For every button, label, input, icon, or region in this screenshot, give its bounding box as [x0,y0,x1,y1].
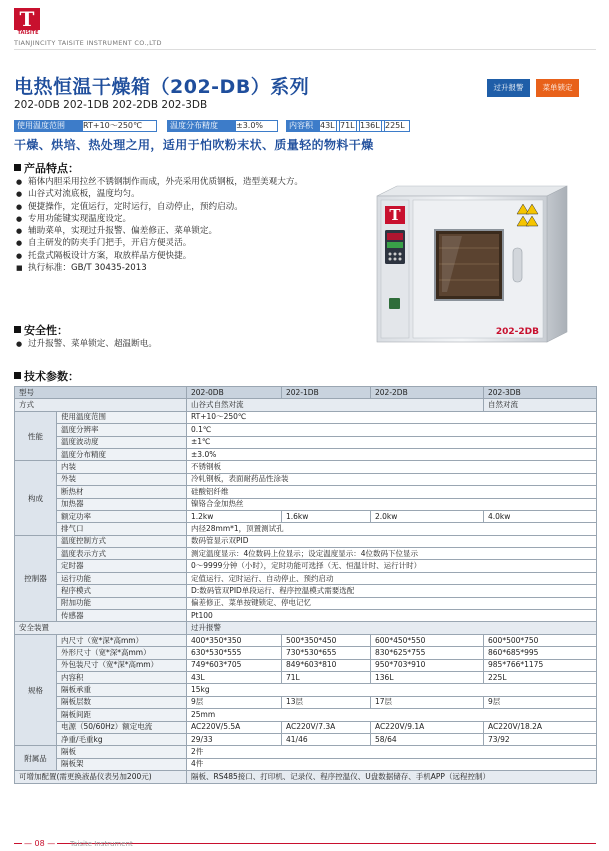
row-label: 内尺寸（宽*深*高mm） [57,634,187,646]
group-label: 控制器 [15,535,57,622]
row-label: 隔板承重 [57,684,187,696]
page-number: — 08 — [24,839,56,848]
cell: 1.2kw [187,510,282,522]
header-cell: 202-1DB [282,387,371,399]
row-value: 镍铬合金加热丝 [187,498,597,510]
table-row-mode [15,399,597,411]
row-value: ±1℃ [187,436,597,448]
row-label: 隔板架 [57,758,187,770]
cell: 9层 [484,696,597,708]
table-row [15,709,597,721]
company-logo: T [14,8,40,30]
table-row [15,523,597,535]
cell: 600*450*550 [371,634,484,646]
feature-item: ● 箱体内胆采用拉丝不锈钢制作而成，外壳采用优质钢板，造型美观大方。 [16,176,341,188]
spec-volume-136: 136L [356,120,385,132]
table-row [15,411,597,423]
safety-heading: 安全性： [14,322,68,338]
feature-item: ● 专用功能键实现温度设定。 [16,213,341,225]
header-cell: 型号 [15,387,187,399]
row-value: RT+10～250℃ [187,411,597,423]
features-list [16,176,341,274]
row-value: 数码管显示双PID [187,535,597,547]
cell: 9层 [187,696,282,708]
row-label: 净重/毛重kg [57,733,187,745]
cell: 600*500*750 [484,634,597,646]
row-value: 定值运行、定时运行、自动停止、预约启动 [187,572,597,584]
row-label: 运行功能 [57,572,187,584]
row-label: 内容积 [57,671,187,683]
row-label: 温度控制方式 [57,535,187,547]
table-row [15,758,597,770]
safety-list [16,338,341,350]
badge-overheat-alarm: 过升报警 [487,79,530,97]
table-row [15,498,597,510]
cell: 860*685*995 [484,647,597,659]
cell: AC220V/18.2A [484,721,597,733]
oven-product-image [367,182,573,350]
row-value: 冷轧钢板，表面耐药品性涂装 [187,473,597,485]
logo-subtext: TAISITE [17,30,39,36]
row-label: 外装 [57,473,187,485]
row-value: 测定温度显示：4位数码上位显示；设定温度显示：4位数码下位显示 [187,548,597,560]
header-cell: 202-2DB [371,387,484,399]
row-label: 加热器 [57,498,187,510]
feature-item: ● 辅助菜单，实现过升报警、偏差修正、菜单锁定。 [16,225,341,237]
row-value: 隔板、RS485接口、打印机、记录仪、程序控温仪、U盘数据储存、手机APP（远程控制） [187,771,597,783]
cell: 400*350*350 [187,634,282,646]
table-row [15,473,597,485]
feature-item: ● 山谷式对流底板，温度均匀。 [16,188,341,200]
group-label: 规格 [15,634,57,746]
table-row [15,659,597,671]
table-row [15,684,597,696]
row-value: 自然对流 [484,399,597,411]
table-row [15,696,597,708]
table-row [15,560,597,572]
row-value: 15kg [187,684,597,696]
spec-volume-43: 43L [316,120,340,132]
model-list: 202-0DB 202-1DB 202-2DB 202-3DB [14,99,208,111]
cell: 71L [282,671,371,683]
spec-uniformity-value: ±3.0% [232,120,278,132]
table-row [15,424,597,436]
cell: 43L [187,671,282,683]
row-value: Pt100 [187,610,597,622]
row-label: 可增加配置(需更换液晶仪表另加200元) [15,771,187,783]
header-cell: 202-0DB [187,387,282,399]
table-row [15,448,597,460]
row-label: 温度表示方式 [57,548,187,560]
feature-item: ● 托盘式隔板设计方案，取放样品方便快捷。 [16,250,341,262]
product-model-label: 202-2DB [495,327,539,337]
cell: 58/64 [371,733,484,745]
table-row [15,721,597,733]
header-cell: 202-3DB [484,387,597,399]
spec-table [14,386,597,784]
row-value: 4件 [187,758,597,770]
row-label: 外形尺寸（宽*深*高mm） [57,647,187,659]
row-value: 过升报警 [187,622,597,634]
feature-item: ● 便捷操作，定值运行，定时运行，自动停止，预约启动。 [16,201,341,213]
row-label: 隔板 [57,746,187,758]
page-title: 电热恒温干燥箱（202-DB）系列 [14,76,310,98]
row-value: 偏差修正、菜单按键锁定、停电记忆 [187,597,597,609]
table-row-safety [15,622,597,634]
slogan: 干燥、烘培、热处理之用，适用于怕吹粉末状、质量轻的物料干燥 [14,138,374,152]
cell: 73/92 [484,733,597,745]
row-label: 温度分布精度 [57,448,187,460]
table-row [15,572,597,584]
spec-volume-label: 内容积 [286,120,320,132]
table-row [15,647,597,659]
group-label: 性能 [15,411,57,461]
row-label: 内装 [57,461,187,473]
row-label: 额定功率 [57,510,187,522]
table-row [15,535,597,547]
spec-volume-71: 71L [336,120,360,132]
row-value: 25mm [187,709,597,721]
cell: 630*530*555 [187,647,282,659]
table-row [15,510,597,522]
table-row [15,634,597,646]
safety-item: ● 过升报警、菜单锁定、超温断电。 [16,338,341,350]
cell: 225L [484,671,597,683]
row-label: 电源（50/60Hz）额定电流 [57,721,187,733]
row-label: 隔板间距 [57,709,187,721]
table-row [15,486,597,498]
spec-uniformity-label: 温度分布精度 [167,120,236,132]
spec-temp-range-label: 使用温度范围 [14,120,83,132]
row-label: 附加功能 [57,597,187,609]
row-label: 温度分辨率 [57,424,187,436]
row-label: 排气口 [57,523,187,535]
row-value: 0～9999分钟（小时），定时功能可选择（无、恒温计时、运行计时） [187,560,597,572]
row-value: 山谷式自然对流 [187,399,484,411]
cell: 4.0kw [484,510,597,522]
spec-temp-range-value: RT+10～250℃ [79,120,157,132]
cell: 985*766*1175 [484,659,597,671]
cell: 749*603*705 [187,659,282,671]
cell: 849*603*810 [282,659,371,671]
cell: 13层 [282,696,371,708]
group-label: 构成 [15,461,57,535]
standard-item: ■ 执行标准：GB/T 30435-2013 [16,262,341,274]
row-label: 定时器 [57,560,187,572]
footer-brand: Taisite Instrument [70,840,133,848]
cell: 41/46 [282,733,371,745]
cell: 29/33 [187,733,282,745]
product-logo-letter: T [389,206,401,224]
table-row [15,436,597,448]
table-row [15,461,597,473]
row-value: ±3.0% [187,448,597,460]
table-header-row [15,387,597,399]
cell: AC220V/5.5A [187,721,282,733]
cell: AC220V/7.3A [282,721,371,733]
table-row [15,548,597,560]
cell: 2.0kw [371,510,484,522]
company-name: TIANJINCITY TAISITE INSTRUMENT CO.,LTD [14,39,162,47]
row-value: 2件 [187,746,597,758]
cell: AC220V/9.1A [371,721,484,733]
row-label: 传感器 [57,610,187,622]
spec-volume-225: 225L [381,120,410,132]
table-row [15,746,597,758]
row-label: 安全装置 [15,622,187,634]
table-row [15,671,597,683]
badge-menu-lock: 菜单锁定 [536,79,579,97]
cell: 830*625*755 [371,647,484,659]
table-row [15,610,597,622]
table-heading: 技术参数： [14,368,79,384]
group-label: 附属品 [15,746,57,771]
row-label: 外包装尺寸（宽*深*高mm） [57,659,187,671]
cell: 500*350*450 [282,634,371,646]
row-label: 断热材 [57,486,187,498]
row-label: 使用温度范围 [57,411,187,423]
table-row [15,597,597,609]
table-row [15,585,597,597]
header-divider [14,49,596,50]
row-value: 硅酸铝纤维 [187,486,597,498]
cell: 136L [371,671,484,683]
row-label: 程序模式 [57,585,187,597]
cell: 950*703*910 [371,659,484,671]
cell: 17层 [371,696,484,708]
row-label: 方式 [15,399,187,411]
row-value: 内径28mm*1，顶置测试孔 [187,523,597,535]
row-label: 温度波动度 [57,436,187,448]
row-label: 隔板层数 [57,696,187,708]
table-row [15,733,597,745]
row-value: 0.1℃ [187,424,597,436]
row-value: D:数码管双PID单段运行、程序控温模式需要选配 [187,585,597,597]
cell: 1.6kw [282,510,371,522]
row-value: 不锈钢板 [187,461,597,473]
feature-item: ● 自主研发的防夹手门把手，开启方便灵活。 [16,237,341,249]
features-heading: 产品特点： [14,160,79,176]
table-row-optional [15,771,597,783]
cell: 730*530*655 [282,647,371,659]
